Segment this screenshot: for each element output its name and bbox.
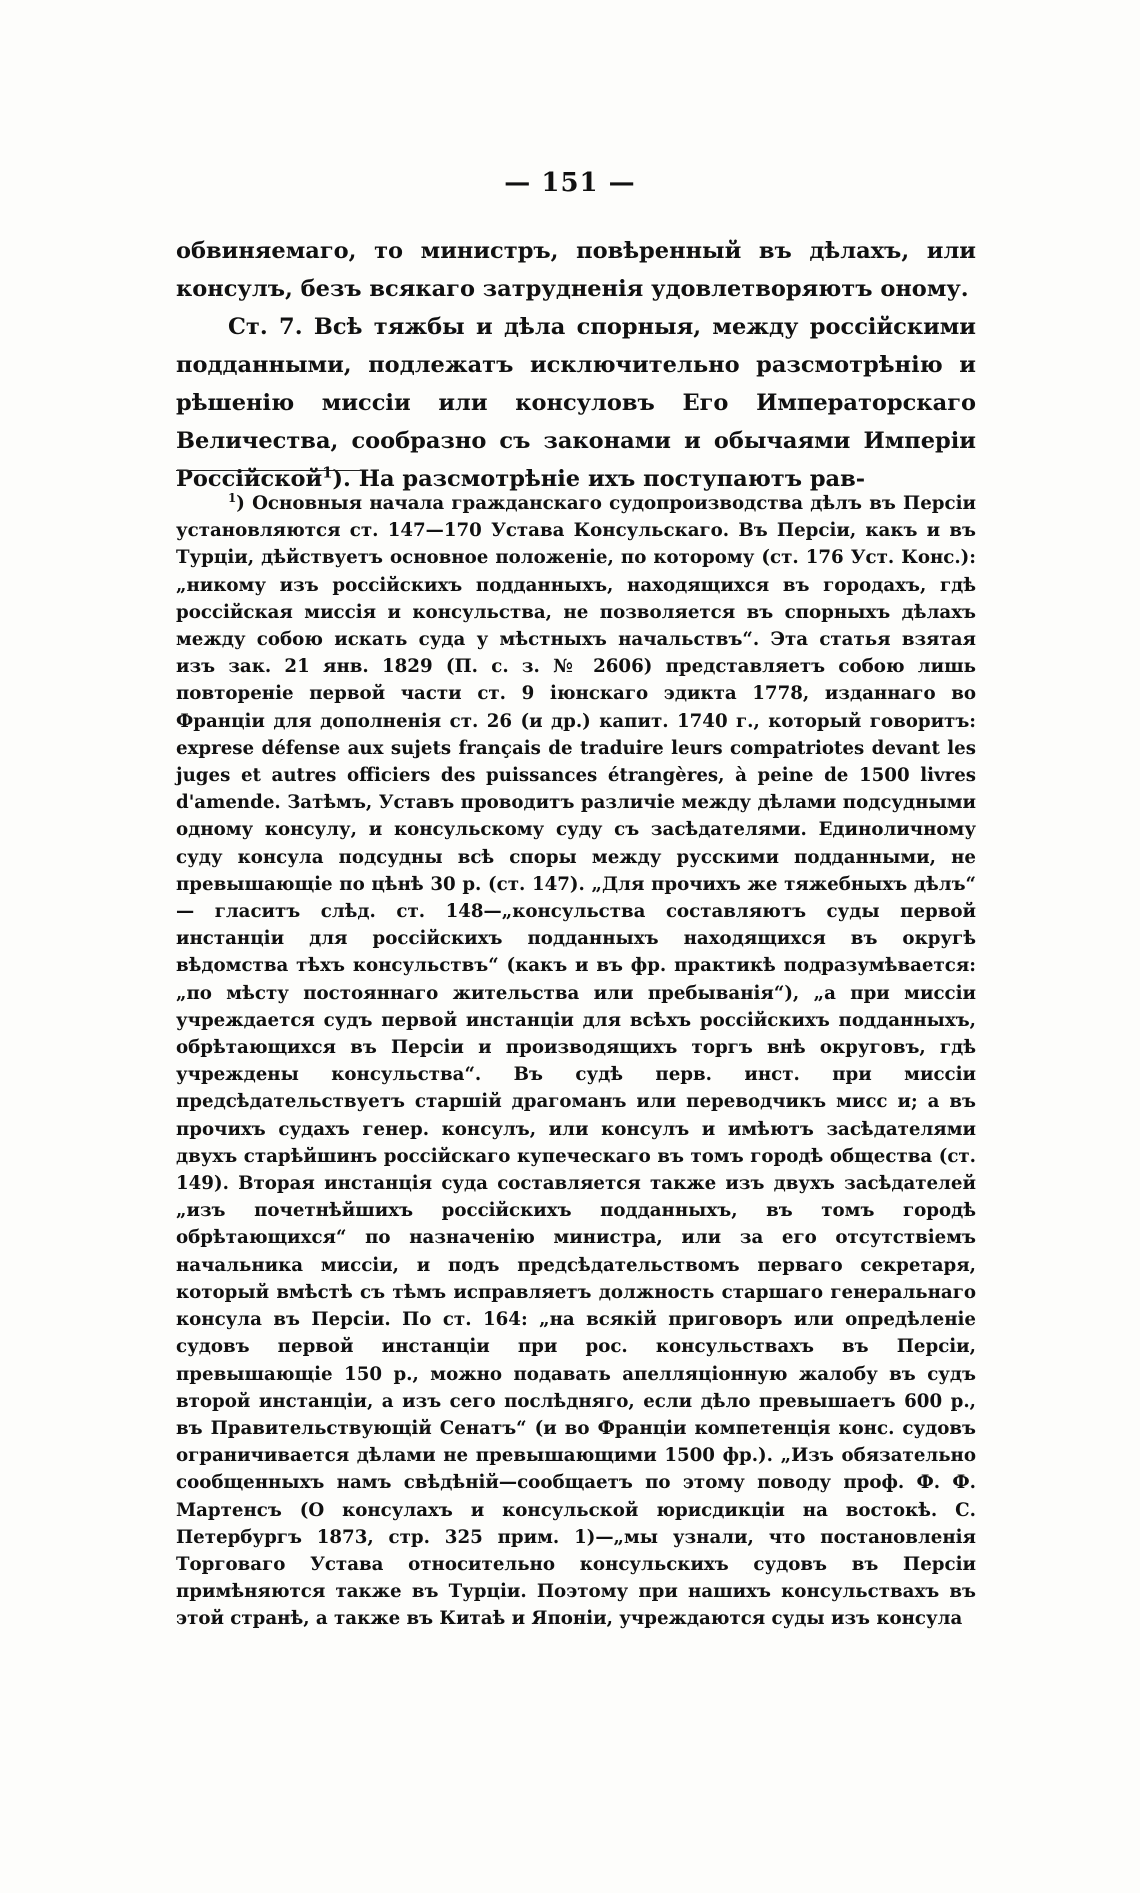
footnote <box>176 490 976 1633</box>
footnote-text: ) Основныя начала гражданскаго судопроизводства дѣлъ въ Персіи установляются ст. 147—170 Устава Консульскаго. Въ Персіи, какъ и въ Турціи, дѣйствуетъ основное положеніе, по которому (ст. 176 Уст. Конс.): „никому изъ россійскихъ подданныхъ, находящихся въ городахъ, гдѣ россійская миссія и консульства, не позволяется въ спорныхъ дѣлахъ между собою искать суда у мѣстныхъ начальствъ“. Эта статья взятая изъ зак. 21 янв. 1829 (П. с. з. № 2606) представляетъ собою лишь повтореніе первой части ст. 9 іюнскаго эдикта 1778, изданнаго во Франціи для дополненія ст. 26 (и др.) капит. 1740 г., который говоритъ: exprese défense aux sujets français de traduire leurs compatriotes devant les juges et autres officiers des puissances étrangères, à peine de 1500 livres d'amende. Затѣмъ, Уставъ проводитъ различіе между дѣлами подсудными одному консулу, и консульскому суду съ засѣдателями. Единоличному суду консула подсудны всѣ споры между русскими подданными, не превышающіе по цѣнѣ 30 р. (ст. 147). „Для прочихъ же тяжебныхъ дѣлъ“ — гласитъ слѣд. ст. 148—„консульства составляютъ суды первой инстанціи для россійскихъ подданныхъ находящихся въ округѣ вѣдомства тѣхъ консульствъ“ (какъ и въ фр. практикѣ подразумѣвается: „по мѣсту постояннаго жительства или пребыванія“), „а при миссіи учреждается судъ первой инстанціи для всѣхъ россійскихъ подданныхъ, обрѣтающихся въ Персіи и производящихъ торгъ внѣ округовъ, гдѣ учреждены консульства“. Въ судѣ перв. инст. при миссіи предсѣдательствуетъ старшій драгоманъ или переводчикъ мисс и; а въ прочихъ судахъ генер. консулъ, или консулъ и имѣютъ засѣдателями двухъ старѣйшинъ россійскаго купеческаго въ томъ городѣ общества (ст. 149). Вторая инстанція суда составляется также изъ двухъ засѣдателей „изъ почетнѣйшихъ россійскихъ подданныхъ, въ томъ городѣ обрѣтающихся“ по назначенію министра, или за его отсутствіемъ начальника миссіи, и подъ предсѣдательствомъ перваго секретаря, который вмѣстѣ съ тѣмъ исправляетъ должность старшаго генеральнаго консула въ Персіи. По ст. 164: „на всякій приговоръ или опредѣленіе судовъ первой инстанціи при рос. консульствахъ въ Персіи, превышающіе 150 р., можно подавать апелляціонную жалобу въ судъ второй инстанціи, а изъ сего послѣдняго, если дѣло превышаетъ 600 р., въ Правительствующій Сенатъ“ (и во Франціи компетенція конс. судовъ ограничивается дѣлами не превышающими 1500 фр.). „Изъ обязательно сообщенныхъ намъ свѣдѣній—сообщаетъ по этому поводу проф. Ф. Ф. Мартенсъ (О консулахъ и консульской юрисдикціи на востокѣ. С. Петербургъ 1873, стр. 325 прим. 1)—„мы узнали, что постановленія Торговаго Устава относительно консульскихъ судовъ въ Персіи примѣняются также въ Турціи. Поэтому при нашихъ консульствахъ въ этой странѣ, а также въ Китаѣ и Японіи, учреждаются суды изъ консула <box>176 493 976 1630</box>
main-body-text <box>176 232 976 498</box>
footnote-paragraph <box>176 490 976 1633</box>
footnote-marker: 1 <box>228 490 237 505</box>
footnote-reference[interactable]: 1 <box>322 464 333 482</box>
footnote-divider <box>176 470 360 471</box>
continuation-paragraph: обвиняемаго, то министръ, повѣренный въ дѣлахъ, или консулъ, безъ всякаго затрудненія удовлетворяютъ оному. <box>176 238 976 302</box>
page-number: — 151 — <box>504 168 636 198</box>
article-text: Ст. 7. Всѣ тяжбы и дѣла спорныя, между россійскими подданными, подлежатъ исключительно разсмотрѣнію и рѣшенію миссіи или консуловъ Его Императорскаго Величества, сообразно съ законами и обычаями Имперіи Россійской <box>176 314 976 492</box>
article-text-end: ). На разсмотрѣніе ихъ поступаютъ рав- <box>332 466 866 492</box>
